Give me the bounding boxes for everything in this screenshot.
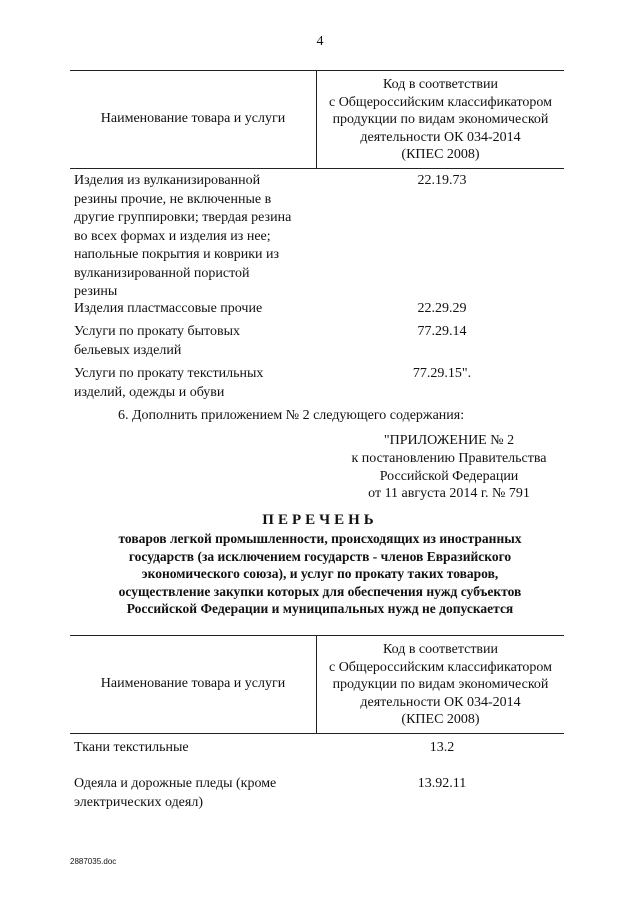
table2-header-code-line: продукции по видам экономической <box>332 677 549 692</box>
table2-header-code-line: деятельности ОК 034-2014 <box>360 694 521 710</box>
table-row <box>70 300 564 319</box>
list-title: ПЕРЕЧЕНЬ <box>262 512 378 528</box>
row-name-line: электрических одеял) <box>74 794 203 810</box>
row-name-line: напольные покрытия и коврики из <box>74 247 280 262</box>
row-name-line: бельевых изделий <box>74 342 182 358</box>
row-code: 13.2 <box>429 740 455 755</box>
row-name-line: Изделия из вулканизированной <box>74 173 261 188</box>
table-row <box>70 172 564 302</box>
row-name <box>70 775 320 812</box>
appendix-heading <box>330 432 568 503</box>
table1-header-code-line: (КПЕС 2008) <box>401 147 480 162</box>
row-code: 77.29.14 <box>417 324 467 339</box>
row-code: 22.29.29 <box>417 301 467 316</box>
table1-header-code-line: с Общероссийским классификатором <box>328 94 553 110</box>
page-number: 4 <box>316 34 324 49</box>
table1-header-name-col: Наименование товара и услуги <box>70 71 317 168</box>
row-code: 77.29.15". <box>412 366 472 381</box>
row-name-line: Одеяла и дорожные пледы (кроме <box>74 776 277 791</box>
list-subtitle-line: государств (за исключением государств - членов Евразийского <box>128 548 512 564</box>
table-row <box>70 775 564 812</box>
row-name-line: Услуги по прокату бытовых <box>74 324 241 339</box>
table2-header-code-col <box>317 636 564 733</box>
row-name <box>70 172 320 302</box>
row-name-line: во всех формах и изделия из нее; <box>74 228 271 244</box>
table2-header-code-line: (КПЕС 2008) <box>401 712 480 727</box>
list-subtitle <box>70 530 570 618</box>
row-name <box>70 300 320 319</box>
row-name-line: резины <box>74 284 118 299</box>
appendix-line: "ПРИЛОЖЕНИЕ № 2 <box>383 433 515 448</box>
table1-header <box>70 70 564 169</box>
table1-header-code-col <box>317 71 564 168</box>
appendix-line: к постановлению Правительства <box>351 450 547 466</box>
table2-header-code-line: с Общероссийским классификатором <box>328 659 553 675</box>
table2-header <box>70 635 564 734</box>
row-code: 13.92.11 <box>417 776 467 791</box>
table2-header-name-col: Наименование товара и услуги <box>70 636 317 733</box>
appendix-line: Российской Федерации <box>379 468 519 484</box>
row-name-line: Изделия пластмассовые прочие <box>74 301 263 316</box>
row-code: 22.19.73 <box>417 173 467 188</box>
table-row <box>70 365 564 402</box>
list-subtitle-line: осуществление закупки которых для обеспечения нужд субъектов <box>118 583 522 599</box>
appendix-line: от 11 августа 2014 г. № 791 <box>368 486 530 502</box>
table1-header-code-line: продукции по видам экономической <box>332 112 549 127</box>
document-id: 2887035.doc <box>70 857 117 866</box>
row-name <box>70 323 320 360</box>
table-row <box>70 323 564 360</box>
row-name <box>70 365 320 402</box>
row-name-line: Услуги по прокату текстильных <box>74 366 264 381</box>
list-subtitle-line: товаров легкой промышленности, происходящих из иностранных <box>118 531 522 546</box>
row-name-line: вулканизированной пористой <box>74 265 250 281</box>
table2-header-code-line: Код в соответствии <box>382 642 499 657</box>
row-name-line: изделий, одежды и обуви <box>74 384 225 400</box>
table1-header-code-line: деятельности ОК 034-2014 <box>360 129 521 145</box>
row-name <box>70 739 320 758</box>
row-name-line: Ткани текстильные <box>74 740 189 755</box>
row-name-line: другие группировки; твердая резина <box>74 210 292 225</box>
table-row <box>70 739 564 758</box>
row-name-line: резины прочие, не включенные в <box>74 191 272 207</box>
paragraph-6: 6. Дополнить приложением № 2 следующего содержания: <box>118 408 465 423</box>
table1-header-code-line: Код в соответствии <box>382 77 499 92</box>
list-subtitle-line: экономического союза), и услуг по прокату таких товаров, <box>141 566 499 582</box>
list-subtitle-line: Российской Федерации и муниципальных нужд не допускается <box>126 601 514 617</box>
